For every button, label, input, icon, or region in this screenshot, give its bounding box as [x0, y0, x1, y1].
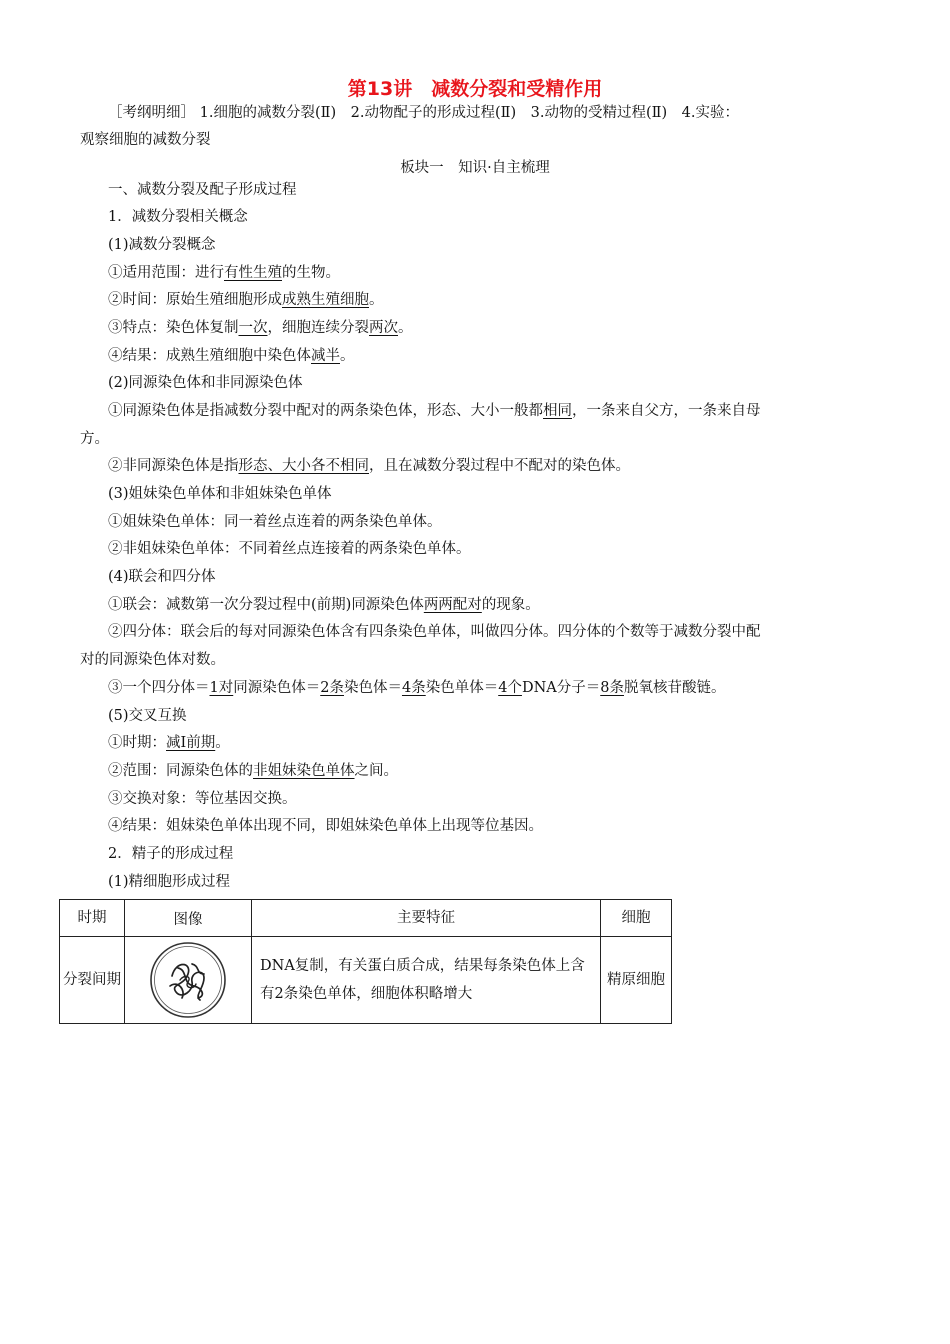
concept-item: ①联会：减数第一次分裂过程中(前期)同源染色体两两配对的现象。: [108, 597, 540, 613]
answer-blank: 非姐妹染色单体: [253, 763, 355, 779]
outline-line-2: 观察细胞的减数分裂: [80, 132, 211, 148]
concept-item: ④结果：成熟生殖细胞中染色体减半。: [108, 348, 355, 364]
concept-heading-4: (4)联会和四分体: [108, 569, 216, 585]
answer-blank: 8条: [600, 680, 624, 696]
table-caption: (1)精细胞形成过程: [108, 874, 231, 890]
table-row: [60, 937, 672, 1024]
concept-item: ③一个四分体＝1对同源染色体＝2条染色体＝4条染色单体＝4个DNA分子＝8条脱氧核苷酸链。: [108, 680, 726, 696]
answer-blank: 相同: [543, 403, 572, 419]
block-title: 板块一 知识·自主梳理: [400, 160, 550, 176]
answer-blank: 两两配对: [423, 597, 482, 613]
concept-item: ②非姐妹染色单体：不同着丝点连接着的两条染色单体。: [108, 541, 471, 557]
feature-cell: DNA复制，有关蛋白质合成，结果每条染色体上含有2条染色单体，细胞体积略增大: [252, 937, 601, 1024]
page-title: 第13讲 减数分裂和受精作用: [347, 78, 603, 100]
column-header-image: 图像: [125, 900, 252, 937]
section-heading-1: 一、减数分裂及配子形成过程: [108, 182, 297, 198]
answer-blank: 成熟生殖细胞: [282, 292, 369, 308]
answer-blank: 减半: [311, 348, 340, 364]
concept-item: ①时期：减Ⅰ前期。: [108, 735, 230, 751]
answer-blank: 4条: [401, 680, 426, 696]
concept-item-continued: 对的同源染色体对数。: [80, 652, 225, 668]
concept-item: ③特点：染色体复制一次，细胞连续分裂两次。: [108, 320, 413, 336]
column-header-period: 时期: [60, 900, 125, 937]
answer-blank: 一次: [238, 320, 268, 336]
answer-blank: 有性生殖: [224, 265, 282, 281]
concept-item: ②范围：同源染色体的非姐妹染色单体之间。: [108, 763, 398, 779]
outline-line-1: ［考纲明细］ 1.细胞的减数分裂(Ⅱ) 2.动物配子的形成过程(Ⅱ) 3.动物的受精过程(Ⅱ) 4.实验：: [108, 105, 739, 121]
concept-heading-2: (2)同源染色体和非同源染色体: [108, 375, 303, 391]
answer-blank: 形态、大小各不相同: [238, 458, 369, 474]
table-header-row: [60, 900, 672, 937]
concept-item: ②时间：原始生殖细胞形成成熟生殖细胞。: [108, 292, 384, 308]
interphase-cell-icon: [148, 940, 228, 1020]
column-header-cell: 细胞: [601, 900, 672, 937]
image-cell: [125, 937, 252, 1024]
answer-blank: 1对: [209, 680, 234, 696]
concept-heading-3: (3)姐妹染色单体和非姐妹染色单体: [108, 486, 332, 502]
concept-item: ①同源染色体是指减数分裂中配对的两条染色体，形态、大小一般都相同，一条来自父方，一条来自母: [108, 403, 761, 419]
concept-item: ②非同源染色体是指形态、大小各不相同，且在减数分裂过程中不配对的染色体。: [108, 458, 630, 474]
concept-item: ②四分体：联会后的每对同源染色体含有四条染色单体，叫做四分体。四分体的个数等于减数分裂中配: [108, 624, 761, 640]
spermatid-formation-table: [59, 899, 672, 1024]
concept-heading-1: (1)减数分裂概念: [108, 237, 216, 253]
concept-item: ①适用范围：进行有性生殖的生物。: [108, 265, 340, 281]
subsection-heading-2: 2．精子的形成过程: [108, 846, 234, 862]
concept-item-continued: 方。: [80, 431, 109, 447]
period-cell: 分裂间期: [60, 937, 125, 1024]
subsection-heading-1: 1．减数分裂相关概念: [108, 209, 248, 225]
answer-blank: 4个: [498, 680, 522, 696]
answer-blank: 2条: [320, 680, 344, 696]
concept-item: ①姐妹染色单体：同一着丝点连着的两条染色单体。: [108, 514, 442, 530]
column-header-feature: 主要特征: [252, 900, 601, 937]
concept-item: ④结果：姐妹染色单体出现不同，即姐妹染色单体上出现等位基因。: [108, 818, 543, 834]
cell-type-cell: 精原细胞: [601, 937, 672, 1024]
concept-item: ③交换对象：等位基因交换。: [108, 791, 297, 807]
answer-blank: 两次: [369, 320, 398, 336]
answer-blank: 减Ⅰ前期: [166, 735, 216, 751]
concept-heading-5: (5)交叉互换: [108, 708, 187, 724]
